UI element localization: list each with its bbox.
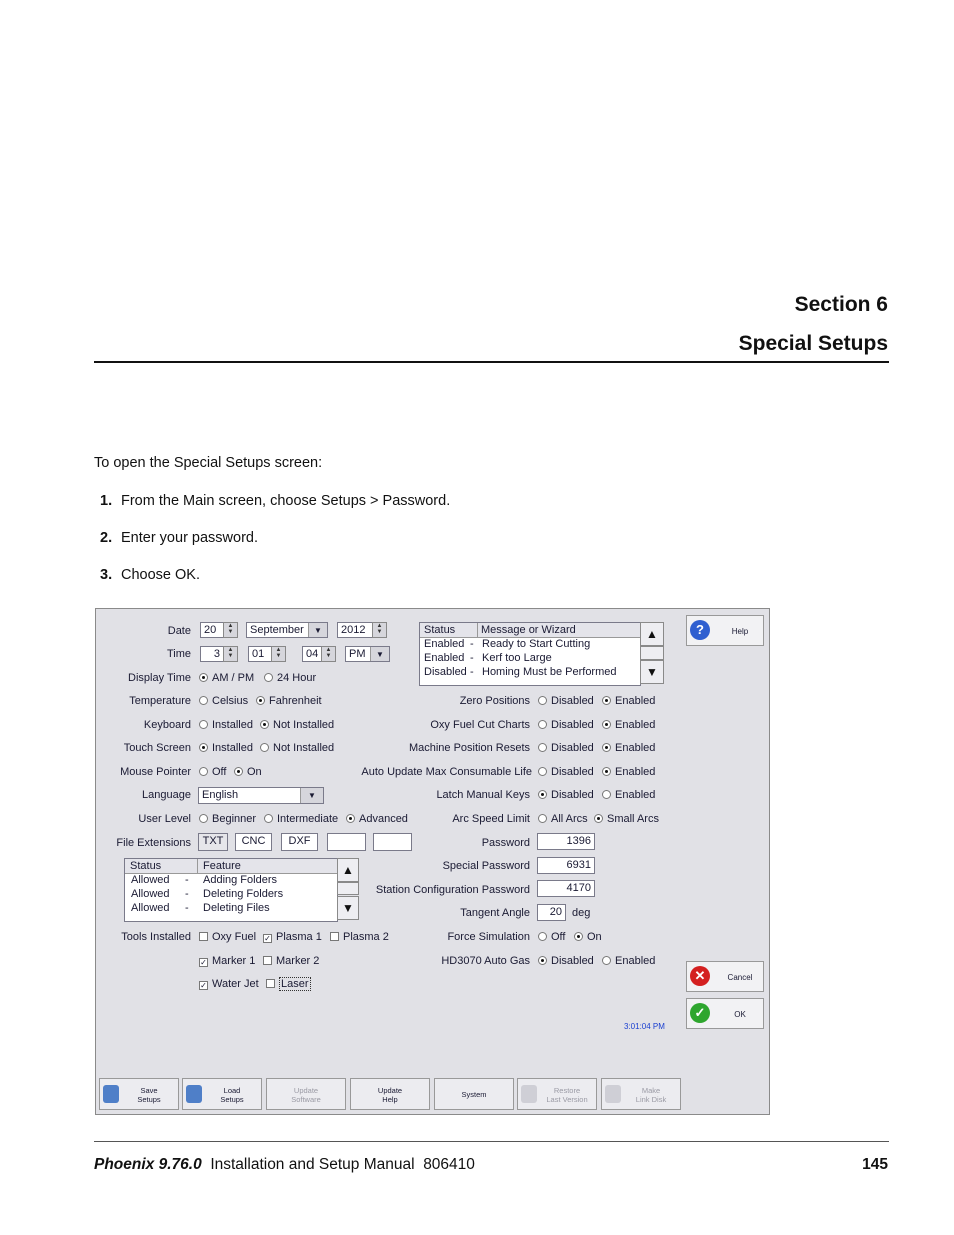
item-status: Allowed	[131, 902, 170, 914]
arc-small-arcs-radio[interactable]	[594, 813, 659, 825]
touch-installed-radio[interactable]	[199, 742, 253, 754]
step-2	[100, 530, 258, 546]
mouse-pointer-label: Mouse Pointer	[120, 766, 191, 778]
item-message: Kerf too Large	[482, 652, 552, 664]
radio-icon	[538, 932, 547, 941]
checkmark-icon: ✓	[200, 958, 207, 967]
step-text: From the Main screen, choose Setups > Password.	[121, 493, 451, 509]
option-label: Off	[551, 931, 566, 943]
year-spinner[interactable]: ▲ ▼	[372, 622, 387, 638]
step-number: 3.	[100, 567, 113, 583]
tangent-angle-field[interactable]: 20	[537, 904, 566, 921]
zero-positions-disabled-radio[interactable]	[538, 695, 594, 707]
date-year-field[interactable]: 2012	[337, 622, 373, 638]
ext-cnc-field[interactable]: CNC	[235, 833, 272, 851]
option-label: Not Installed	[273, 742, 335, 754]
radio-icon	[574, 932, 583, 941]
radio-icon	[602, 767, 611, 776]
station-config-password-field[interactable]: 4170	[537, 880, 595, 897]
language-value: English	[202, 789, 239, 801]
display-time-label: Display Time	[128, 672, 191, 684]
month-select[interactable]	[246, 622, 328, 638]
special-setups-screen	[95, 608, 770, 1115]
option-label: Plasma 2	[343, 931, 389, 943]
step-text: Enter your password.	[121, 530, 259, 546]
position-resets-enabled-radio[interactable]	[602, 742, 655, 754]
column-feature: Feature	[203, 860, 241, 872]
user-beginner-radio[interactable]	[199, 813, 256, 825]
update-help-button[interactable]	[350, 1078, 430, 1110]
radio-icon	[199, 673, 208, 682]
checkmark-icon: ✓	[200, 981, 207, 990]
list-item[interactable]	[420, 666, 640, 680]
option-label: Beginner	[212, 813, 257, 825]
footer-rule	[94, 1141, 889, 1142]
disk-icon	[605, 1085, 621, 1103]
close-icon: ✕	[690, 966, 710, 986]
oxy-fuel-checkbox[interactable]	[199, 931, 256, 943]
mouse-on-radio[interactable]	[234, 766, 262, 778]
temperature-celsius-radio[interactable]	[199, 695, 248, 707]
item-message: Homing Must be Performed	[482, 666, 617, 678]
item-separator: -	[185, 874, 189, 886]
status-message-list[interactable]	[419, 622, 641, 686]
column-status: Status	[130, 860, 162, 872]
date-day-field[interactable]: 20	[200, 622, 224, 638]
item-separator: -	[185, 902, 189, 914]
force-sim-off-radio[interactable]	[538, 931, 565, 943]
ext-dxf-field[interactable]: DXF	[281, 833, 318, 851]
button-label-line1: Save	[140, 1086, 158, 1095]
keyboard-label: Keyboard	[143, 719, 191, 731]
restore-last-version-button[interactable]	[517, 1078, 597, 1110]
option-label: Laser	[281, 978, 309, 990]
cut-charts-disabled-radio[interactable]	[538, 719, 594, 731]
option-label: On	[247, 766, 262, 778]
checkbox-icon	[266, 979, 275, 988]
hd3070-disabled-radio[interactable]	[538, 955, 594, 967]
option-label: Enabled	[615, 742, 656, 754]
save-setups-button[interactable]	[99, 1078, 179, 1110]
button-label-line2: Help	[382, 1095, 398, 1104]
option-label: Oxy Fuel	[212, 931, 257, 943]
option-label: On	[587, 931, 602, 943]
keyboard-installed-radio[interactable]	[199, 719, 253, 731]
step-1	[100, 493, 450, 509]
item-status: Enabled	[424, 638, 465, 650]
button-label-line1: Load	[223, 1086, 241, 1095]
option-label: Enabled	[615, 766, 656, 778]
button-label-line1: Restore	[553, 1086, 581, 1095]
option-label: Marker 2	[276, 955, 320, 967]
radio-icon	[538, 696, 547, 705]
option-label: Advanced	[359, 813, 408, 825]
consumable-disabled-radio[interactable]	[538, 766, 594, 778]
ampm-select[interactable]	[345, 646, 390, 662]
user-level-label: User Level	[138, 813, 191, 825]
station-config-password-label: Station Configuration Password	[375, 884, 530, 896]
zero-positions-enabled-radio[interactable]	[602, 695, 655, 707]
password-field[interactable]: 1396	[537, 833, 595, 850]
button-label-line2: Setups	[137, 1095, 161, 1104]
time-minute-field[interactable]: 01	[248, 646, 272, 662]
chevron-down-icon[interactable]: ▼	[370, 647, 389, 661]
item-message: Ready to Start Cutting	[482, 638, 591, 650]
radio-icon	[260, 720, 269, 729]
ampm-value: PM	[349, 648, 366, 660]
special-password-field[interactable]: 6931	[537, 857, 595, 874]
footer-manual-info	[94, 1156, 475, 1174]
item-separator: -	[470, 638, 474, 650]
radio-icon	[602, 720, 611, 729]
radio-icon	[199, 767, 208, 776]
password-label: Password	[481, 837, 530, 849]
load-setups-button[interactable]	[182, 1078, 262, 1110]
radio-icon	[199, 814, 208, 823]
radio-icon	[260, 743, 269, 752]
check-icon: ✓	[690, 1003, 710, 1023]
time-label: Time	[166, 648, 191, 660]
column-message: Message or Wizard	[481, 624, 576, 636]
option-label: Enabled	[615, 719, 656, 731]
section-title: Special Setups	[738, 332, 888, 355]
cut-charts-enabled-radio[interactable]	[602, 719, 655, 731]
option-label: Off	[212, 766, 227, 778]
option-label: Disabled	[551, 695, 594, 707]
button-label-line2: Link Disk	[635, 1095, 667, 1104]
ok-button[interactable]	[686, 998, 764, 1029]
radio-icon	[538, 956, 547, 965]
oxy-fuel-cut-charts-label: Oxy Fuel Cut Charts	[430, 719, 530, 731]
option-label: Disabled	[551, 955, 594, 967]
scroll-down-button[interactable]: ▼	[640, 660, 664, 684]
product-name: Phoenix 9.76.0	[94, 1156, 202, 1173]
load-icon	[186, 1085, 202, 1103]
option-label: Not Installed	[273, 719, 335, 731]
option-label: Disabled	[551, 766, 594, 778]
item-feature: Adding Folders	[203, 874, 277, 886]
option-label: Enabled	[615, 789, 656, 801]
option-label: 24 Hour	[277, 672, 317, 684]
mouse-off-radio[interactable]	[199, 766, 226, 778]
radio-icon	[199, 696, 208, 705]
position-resets-disabled-radio[interactable]	[538, 742, 594, 754]
make-link-disk-button[interactable]	[601, 1078, 681, 1110]
option-label: Celsius	[212, 695, 249, 707]
item-feature: Deleting Folders	[203, 888, 284, 900]
auto-update-consumable-label: Auto Update Max Consumable Life	[361, 766, 532, 778]
chevron-down-icon[interactable]: ▼	[308, 623, 327, 637]
latch-disabled-radio[interactable]	[538, 789, 594, 801]
option-label: Water Jet	[212, 978, 259, 990]
latch-enabled-radio[interactable]	[602, 789, 655, 801]
tangent-angle-unit: deg	[572, 907, 591, 919]
item-status: Allowed	[131, 888, 170, 900]
button-label-line2: Setups	[220, 1095, 244, 1104]
radio-icon	[264, 814, 273, 823]
latch-manual-keys-label: Latch Manual Keys	[436, 789, 530, 801]
checkbox-icon	[263, 956, 272, 965]
option-label: Disabled	[551, 789, 594, 801]
option-label: Intermediate	[277, 813, 339, 825]
item-status: Allowed	[131, 874, 170, 886]
radio-icon	[538, 790, 547, 799]
time-hour-field[interactable]: 3	[200, 646, 224, 662]
machine-position-resets-label: Machine Position Resets	[408, 742, 530, 754]
hd3070-enabled-radio[interactable]	[602, 955, 655, 967]
button-label-line2: Last Version	[546, 1095, 588, 1104]
hd3070-auto-gas-label: HD3070 Auto Gas	[441, 955, 530, 967]
radio-icon	[256, 696, 265, 705]
time-second-field[interactable]: 04	[302, 646, 322, 662]
button-label-line1: System	[461, 1090, 487, 1099]
arc-all-arcs-radio[interactable]	[538, 813, 588, 825]
option-label: Marker 1	[212, 955, 256, 967]
force-simulation-label: Force Simulation	[447, 931, 530, 943]
checkmark-icon: ✓	[264, 934, 271, 943]
item-separator: -	[185, 888, 189, 900]
option-label: Plasma 1	[276, 931, 322, 943]
consumable-enabled-radio[interactable]	[602, 766, 655, 778]
item-feature: Deleting Files	[203, 902, 270, 914]
item-status: Enabled	[424, 652, 465, 664]
hour-spinner[interactable]: ▲ ▼	[223, 646, 238, 662]
option-label: Disabled	[551, 742, 594, 754]
manual-title: Installation and Setup Manual	[210, 1156, 415, 1173]
checkbox-icon	[199, 932, 208, 941]
option-label: Disabled	[551, 719, 594, 731]
radio-icon	[538, 814, 547, 823]
button-label-line1: Make	[641, 1086, 661, 1095]
option-label: Small Arcs	[607, 813, 659, 825]
tools-installed-label: Tools Installed	[121, 931, 191, 943]
help-button[interactable]	[686, 615, 764, 646]
save-icon	[103, 1085, 119, 1103]
header-rule	[94, 361, 889, 363]
radio-icon	[538, 767, 547, 776]
ext-txt-field[interactable]: TXT	[198, 833, 228, 851]
day-spinner[interactable]: ▲ ▼	[223, 622, 238, 638]
radio-icon	[602, 956, 611, 965]
button-label-line2: Software	[291, 1095, 321, 1104]
language-label: Language	[142, 789, 191, 801]
marker1-checkbox[interactable]	[199, 955, 255, 967]
zero-positions-label: Zero Positions	[459, 695, 530, 707]
arc-speed-limit-label: Arc Speed Limit	[452, 813, 530, 825]
section-number: Section 6	[794, 293, 888, 316]
temperature-label: Temperature	[129, 695, 191, 707]
update-software-button[interactable]	[266, 1078, 346, 1110]
item-separator: -	[470, 652, 474, 664]
help-icon: ?	[690, 620, 710, 640]
step-text: Choose OK.	[121, 567, 200, 583]
option-label: AM / PM	[212, 672, 255, 684]
radio-icon	[538, 720, 547, 729]
button-label: Help	[731, 627, 749, 636]
item-separator: -	[470, 666, 474, 678]
column-status: Status	[424, 624, 456, 636]
month-value: September	[250, 624, 304, 636]
scroll-track[interactable]	[640, 646, 664, 660]
button-label: OK	[734, 1010, 746, 1019]
scroll-up-button[interactable]: ▲	[640, 622, 664, 646]
minute-spinner[interactable]: ▲ ▼	[271, 646, 286, 662]
step-3	[100, 567, 200, 583]
tangent-angle-label: Tangent Angle	[460, 907, 530, 919]
option-label: Installed	[212, 719, 253, 731]
radio-icon	[234, 767, 243, 776]
step-number: 2.	[100, 530, 113, 546]
laser-checkbox[interactable]	[266, 978, 311, 990]
option-label: Enabled	[615, 695, 656, 707]
option-label: Fahrenheit	[269, 695, 322, 707]
water-jet-checkbox[interactable]	[199, 978, 259, 990]
system-button[interactable]	[434, 1078, 514, 1110]
chevron-down-icon[interactable]: ▼	[300, 788, 323, 803]
file-extensions-label: File Extensions	[116, 837, 191, 849]
clock-readout: 3:01:04 PM	[624, 1022, 665, 1031]
option-label: Installed	[212, 742, 253, 754]
cancel-button[interactable]	[686, 961, 764, 992]
radio-icon	[602, 790, 611, 799]
button-label-line1: Update	[377, 1086, 403, 1095]
page-number: 145	[862, 1156, 888, 1173]
radio-icon	[602, 696, 611, 705]
list-item[interactable]	[420, 652, 640, 666]
radio-icon	[264, 673, 273, 682]
special-password-label: Special Password	[442, 860, 530, 872]
restore-icon	[521, 1085, 537, 1103]
display-time-ampm-radio[interactable]	[199, 672, 254, 684]
second-spinner[interactable]: ▲ ▼	[321, 646, 336, 662]
scroll-up-button[interactable]: ▲	[337, 858, 359, 882]
list-header	[420, 623, 640, 638]
part-number: 806410	[423, 1156, 475, 1173]
radio-icon	[199, 720, 208, 729]
date-label: Date	[167, 625, 191, 637]
button-label: Cancel	[727, 973, 753, 982]
radio-icon	[538, 743, 547, 752]
radio-icon	[602, 743, 611, 752]
display-time-24h-radio[interactable]	[264, 672, 316, 684]
touch-screen-label: Touch Screen	[123, 742, 191, 754]
step-number: 1.	[100, 493, 113, 509]
scroll-down-button[interactable]: ▼	[337, 896, 359, 920]
list-item[interactable]	[420, 638, 640, 652]
button-label-line1: Update	[293, 1086, 319, 1095]
force-sim-on-radio[interactable]	[574, 931, 602, 943]
option-label: All Arcs	[551, 813, 588, 825]
radio-icon	[199, 743, 208, 752]
intro-text: To open the Special Setups screen:	[94, 455, 323, 471]
option-label: Enabled	[615, 955, 656, 967]
radio-icon	[594, 814, 603, 823]
item-status: Disabled	[424, 666, 467, 678]
